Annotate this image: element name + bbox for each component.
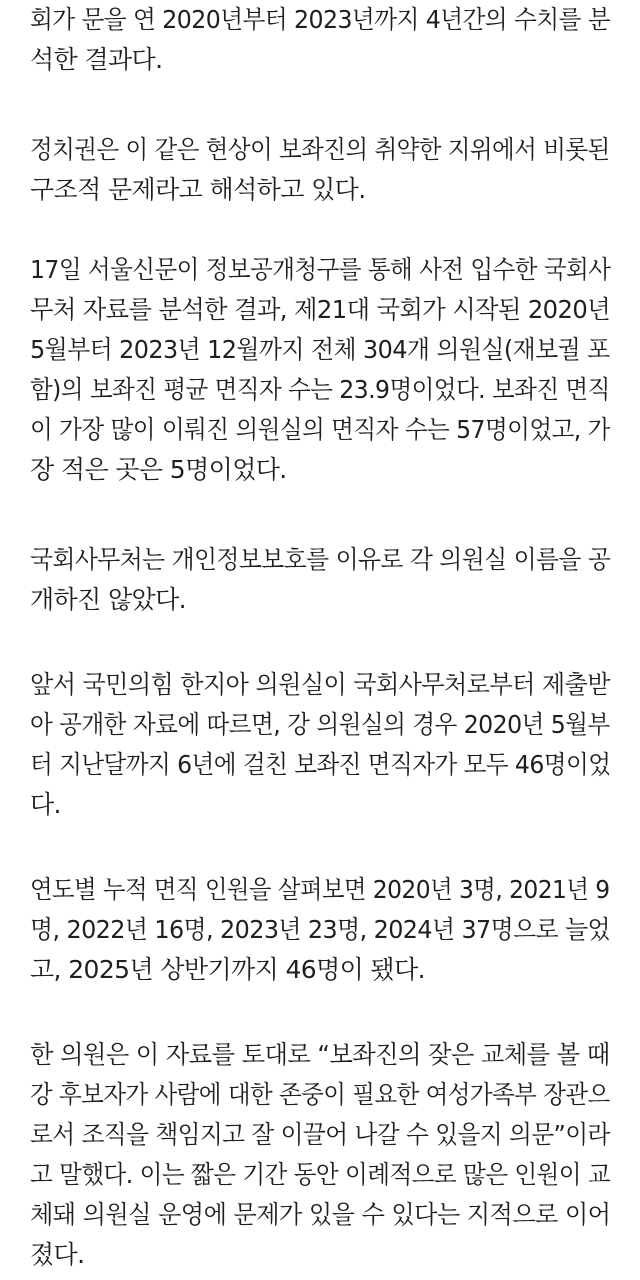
paragraph-5-line-2: 아 공개한 자료에 따르면, 강 의원실의 경우 2020년 5월부 [30,710,610,739]
paragraph-1-line-2: 석한 결과다. [30,45,163,74]
paragraph-4-line-1: 국회사무처는 개인정보보호를 이유로 각 의원실 이름을 공 [30,545,611,574]
paragraph-7-line-5: 체돼 의원실 운영에 문제가 있을 수 있다는 지적으로 이어 [30,1200,611,1229]
paragraph-6-line-1: 연도별 누적 면직 인원을 살펴보면 2020년 3명, 2021년 9 [30,875,610,904]
paragraph-5-line-1: 앞서 국민의힘 한지아 의원실이 국회사무처로부터 제출받 [30,670,610,699]
paragraph-3-line-6: 장 적은 곳은 5명이었다. [30,455,287,484]
paragraph-3-line-2: 무처 자료를 분석한 결과, 제21대 국회가 시작된 2020년 [30,295,611,324]
paragraph-4-line-2: 개하진 않았다. [30,585,186,614]
paragraph-7-line-4: 고 말했다. 이는 짧은 기간 동안 이례적으로 많은 인원이 교 [30,1160,611,1189]
paragraph-7-line-6: 졌다. [30,1240,85,1269]
paragraph-3-line-1: 17일 서울신문이 정보공개청구를 통해 사전 입수한 국회사 [30,255,611,284]
paragraph-7-line-2: 강 후보자가 사람에 대한 존중이 필요한 여성가족부 장관으 [30,1080,610,1109]
paragraph-3-line-4: 함)의 보좌진 평균 면직자 수는 23.9명이었다. 보좌진 면직 [30,375,610,404]
paragraph-7-line-1: 한 의원은 이 자료를 토대로 “보좌진의 잦은 교체를 볼 때 [30,1040,610,1069]
paragraph-1-line-1: 회가 문을 연 2020년부터 2023년까지 4년간의 수치를 분 [30,5,611,34]
paragraph-7-line-3: 로서 조직을 책임지고 잘 이끌어 나갈 수 있을지 의문”이라 [30,1120,610,1149]
paragraph-3-line-5: 이 가장 많이 이뤄진 의원실의 면직자 수는 57명이었고, 가 [30,415,610,444]
paragraph-6-line-2: 명, 2022년 16명, 2023년 23명, 2024년 37명으로 늘었 [30,915,611,944]
paragraph-5-line-3: 터 지난달까지 6년에 걸친 보좌진 면직자가 모두 46명이었 [30,750,611,779]
paragraph-5-line-4: 다. [30,790,61,819]
paragraph-3-line-3: 5월부터 2023년 12월까지 전체 304개 의원실(재보궐 포 [30,335,610,364]
paragraph-6-line-3: 고, 2025년 상반기까지 46명이 됐다. [30,955,425,984]
paragraph-2-line-2: 구조적 문제라고 해석하고 있다. [30,175,366,204]
paragraph-2-line-1: 정치권은 이 같은 현상이 보좌진의 취약한 지위에서 비롯된 [30,135,610,164]
